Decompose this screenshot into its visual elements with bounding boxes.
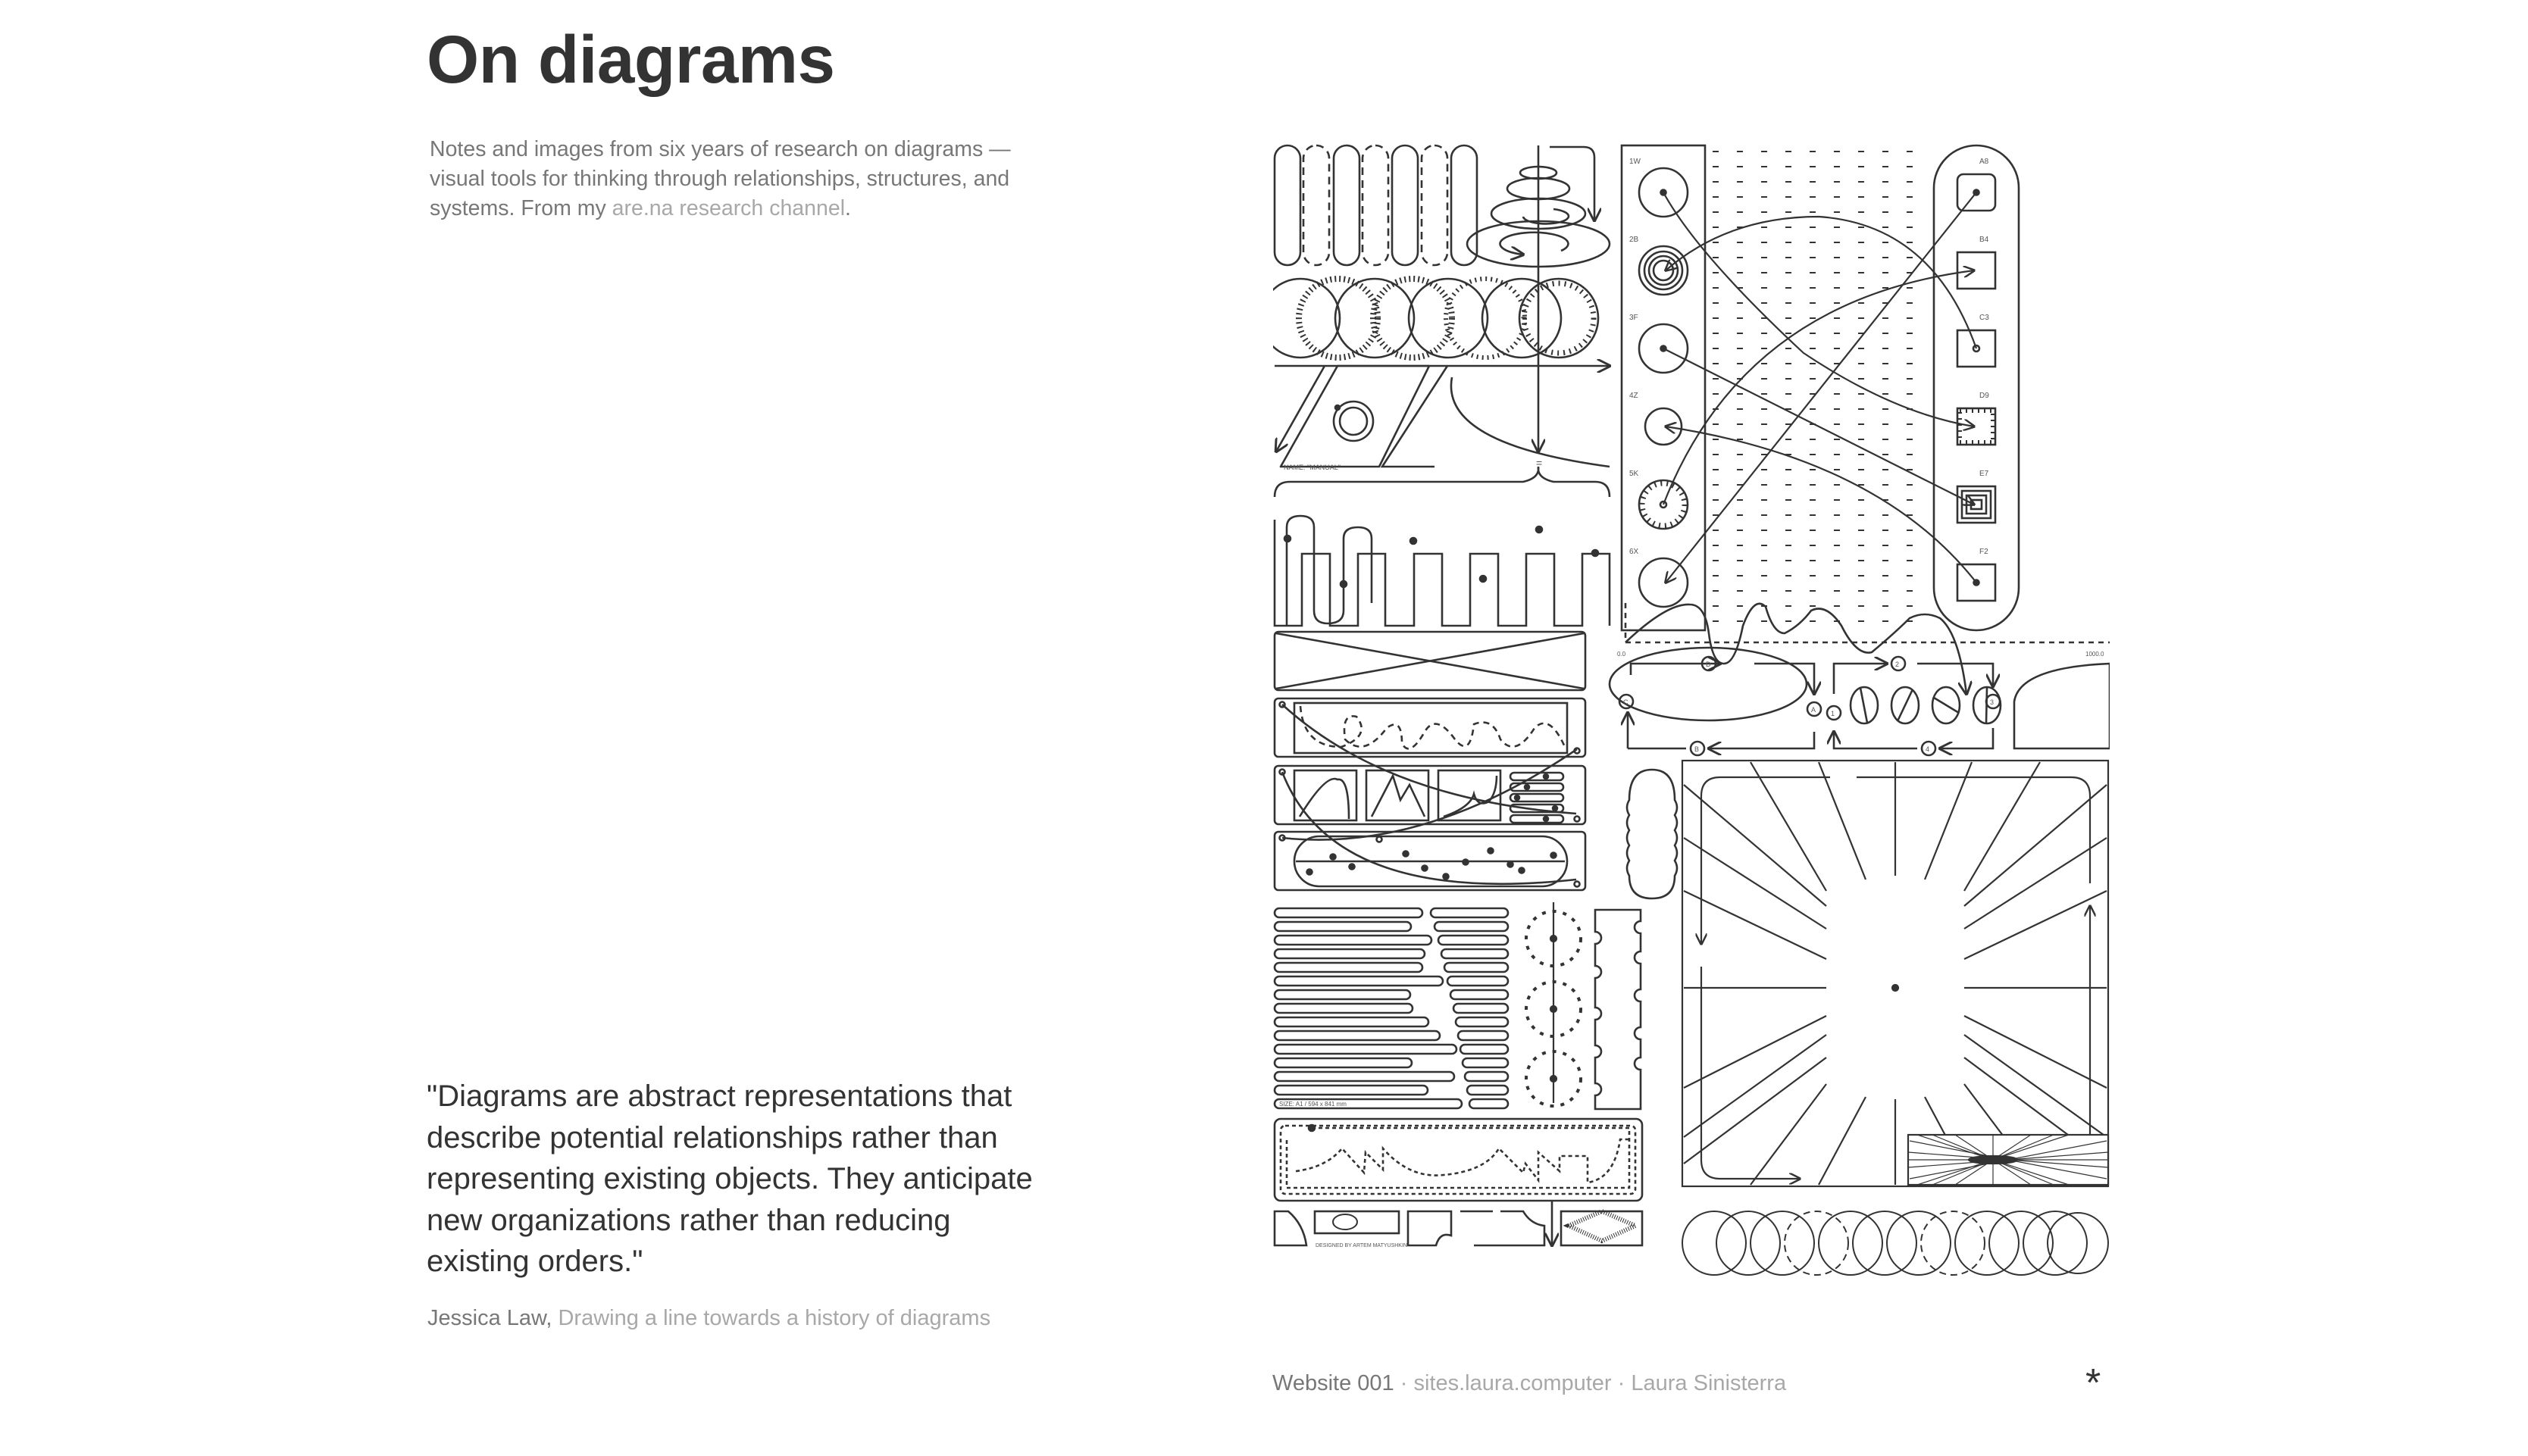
quote-attribution [427, 1303, 990, 1333]
node-label-5k: 5K [1629, 470, 1639, 478]
tick-circle-row [1273, 279, 1598, 358]
node-label-4z: 4Z [1629, 392, 1638, 400]
axis-start-label: 0.0 [1617, 651, 1626, 658]
loop-node-2: 2 [1895, 661, 1900, 668]
capsule-row [1275, 145, 1477, 265]
dot-matrix [1510, 773, 1563, 823]
quote-source-link[interactable]: Drawing a line towards a history of diagrams [558, 1306, 991, 1330]
equals-mark: = [1536, 457, 1543, 469]
node-label-f2: F2 [1979, 548, 1988, 556]
bottom-tiles [1275, 1200, 1642, 1248]
loop-node-4: 4 [1926, 745, 1930, 753]
intro-paragraph [430, 135, 1028, 223]
node-label-1w: 1W [1629, 158, 1641, 166]
dashed-circuit-box [1275, 1119, 1642, 1201]
quote-author: Jessica Law, [427, 1306, 552, 1330]
bar-list [1275, 908, 1508, 1108]
intro-text: Notes and images from six years of research on diagrams — visual tools for thinking through relationships, structures, and systems. From my [430, 137, 1011, 220]
loop-node-b: B [1694, 745, 1700, 753]
footer-url-link[interactable]: sites.laura.computer [1413, 1371, 1612, 1395]
stacked-discs [1467, 145, 1610, 469]
dashed-grid [1713, 152, 1925, 621]
node-label-e7: E7 [1979, 470, 1989, 478]
footer-separator-1: · [1394, 1371, 1414, 1395]
footer [1272, 1368, 1786, 1398]
loop-diagrams [1610, 648, 2110, 755]
node-link-panel [1622, 145, 2019, 630]
loop-node-c: C [1623, 698, 1628, 706]
node-label-6x: 6X [1629, 548, 1639, 556]
radial-burst-box [1682, 761, 2108, 1186]
diagram-poster-image [1273, 141, 2110, 1320]
parallelogram-row [1275, 366, 1610, 471]
node-label-2b: 2B [1629, 236, 1639, 244]
burst-rays [1684, 762, 2107, 1185]
wavy-blob [1627, 770, 1677, 898]
axis-end-label: 1000.0 [2085, 651, 2104, 658]
asterisk-menu-icon[interactable]: * [2085, 1361, 2101, 1405]
burst-column [1526, 902, 1581, 1106]
footer-separator-2: · [1611, 1371, 1632, 1395]
footer-author-link[interactable]: Laura Sinisterra [1631, 1371, 1787, 1395]
arena-channel-link[interactable]: are.na research channel [612, 196, 846, 220]
label-name-manual: NAME: "MANUAL" [1284, 464, 1341, 471]
loop-node-d: D [1706, 661, 1711, 668]
mini-charts-box [1275, 766, 1585, 884]
intro-suffix: . [845, 196, 851, 220]
footer-site-label: Website 001 [1272, 1371, 1394, 1395]
credit-label: DESIGNED BY ARTEM MATYUSHKIN [1316, 1243, 1407, 1248]
diagram-poster-svg [1273, 141, 2110, 1320]
loop-node-a: A [1811, 706, 1816, 714]
loop-node-3: 3 [1990, 698, 1995, 706]
node-label-3f: 3F [1629, 314, 1638, 322]
scribble-box [1275, 698, 1585, 814]
node-label-c3: C3 [1979, 314, 1989, 322]
loop-node-1: 1 [1831, 710, 1835, 717]
bumped-strip [1595, 910, 1641, 1109]
node-label-b4: B4 [1979, 236, 1989, 244]
meander-row [1275, 467, 1610, 626]
page-title: On diagrams [427, 21, 835, 97]
node-label-a8: A8 [1979, 158, 1989, 166]
quote-text: "Diagrams are abstract representations that describe potential relationships rather than representing existing objects. They anticipate new organizations rather than reducing existing orders." [427, 1080, 1033, 1278]
size-label: SIZE: A1 / 594 x 841 mm [1279, 1101, 1347, 1108]
crossed-box [1275, 632, 1585, 690]
circle-chain [1682, 1211, 2108, 1275]
node-label-d9: D9 [1979, 392, 1989, 400]
